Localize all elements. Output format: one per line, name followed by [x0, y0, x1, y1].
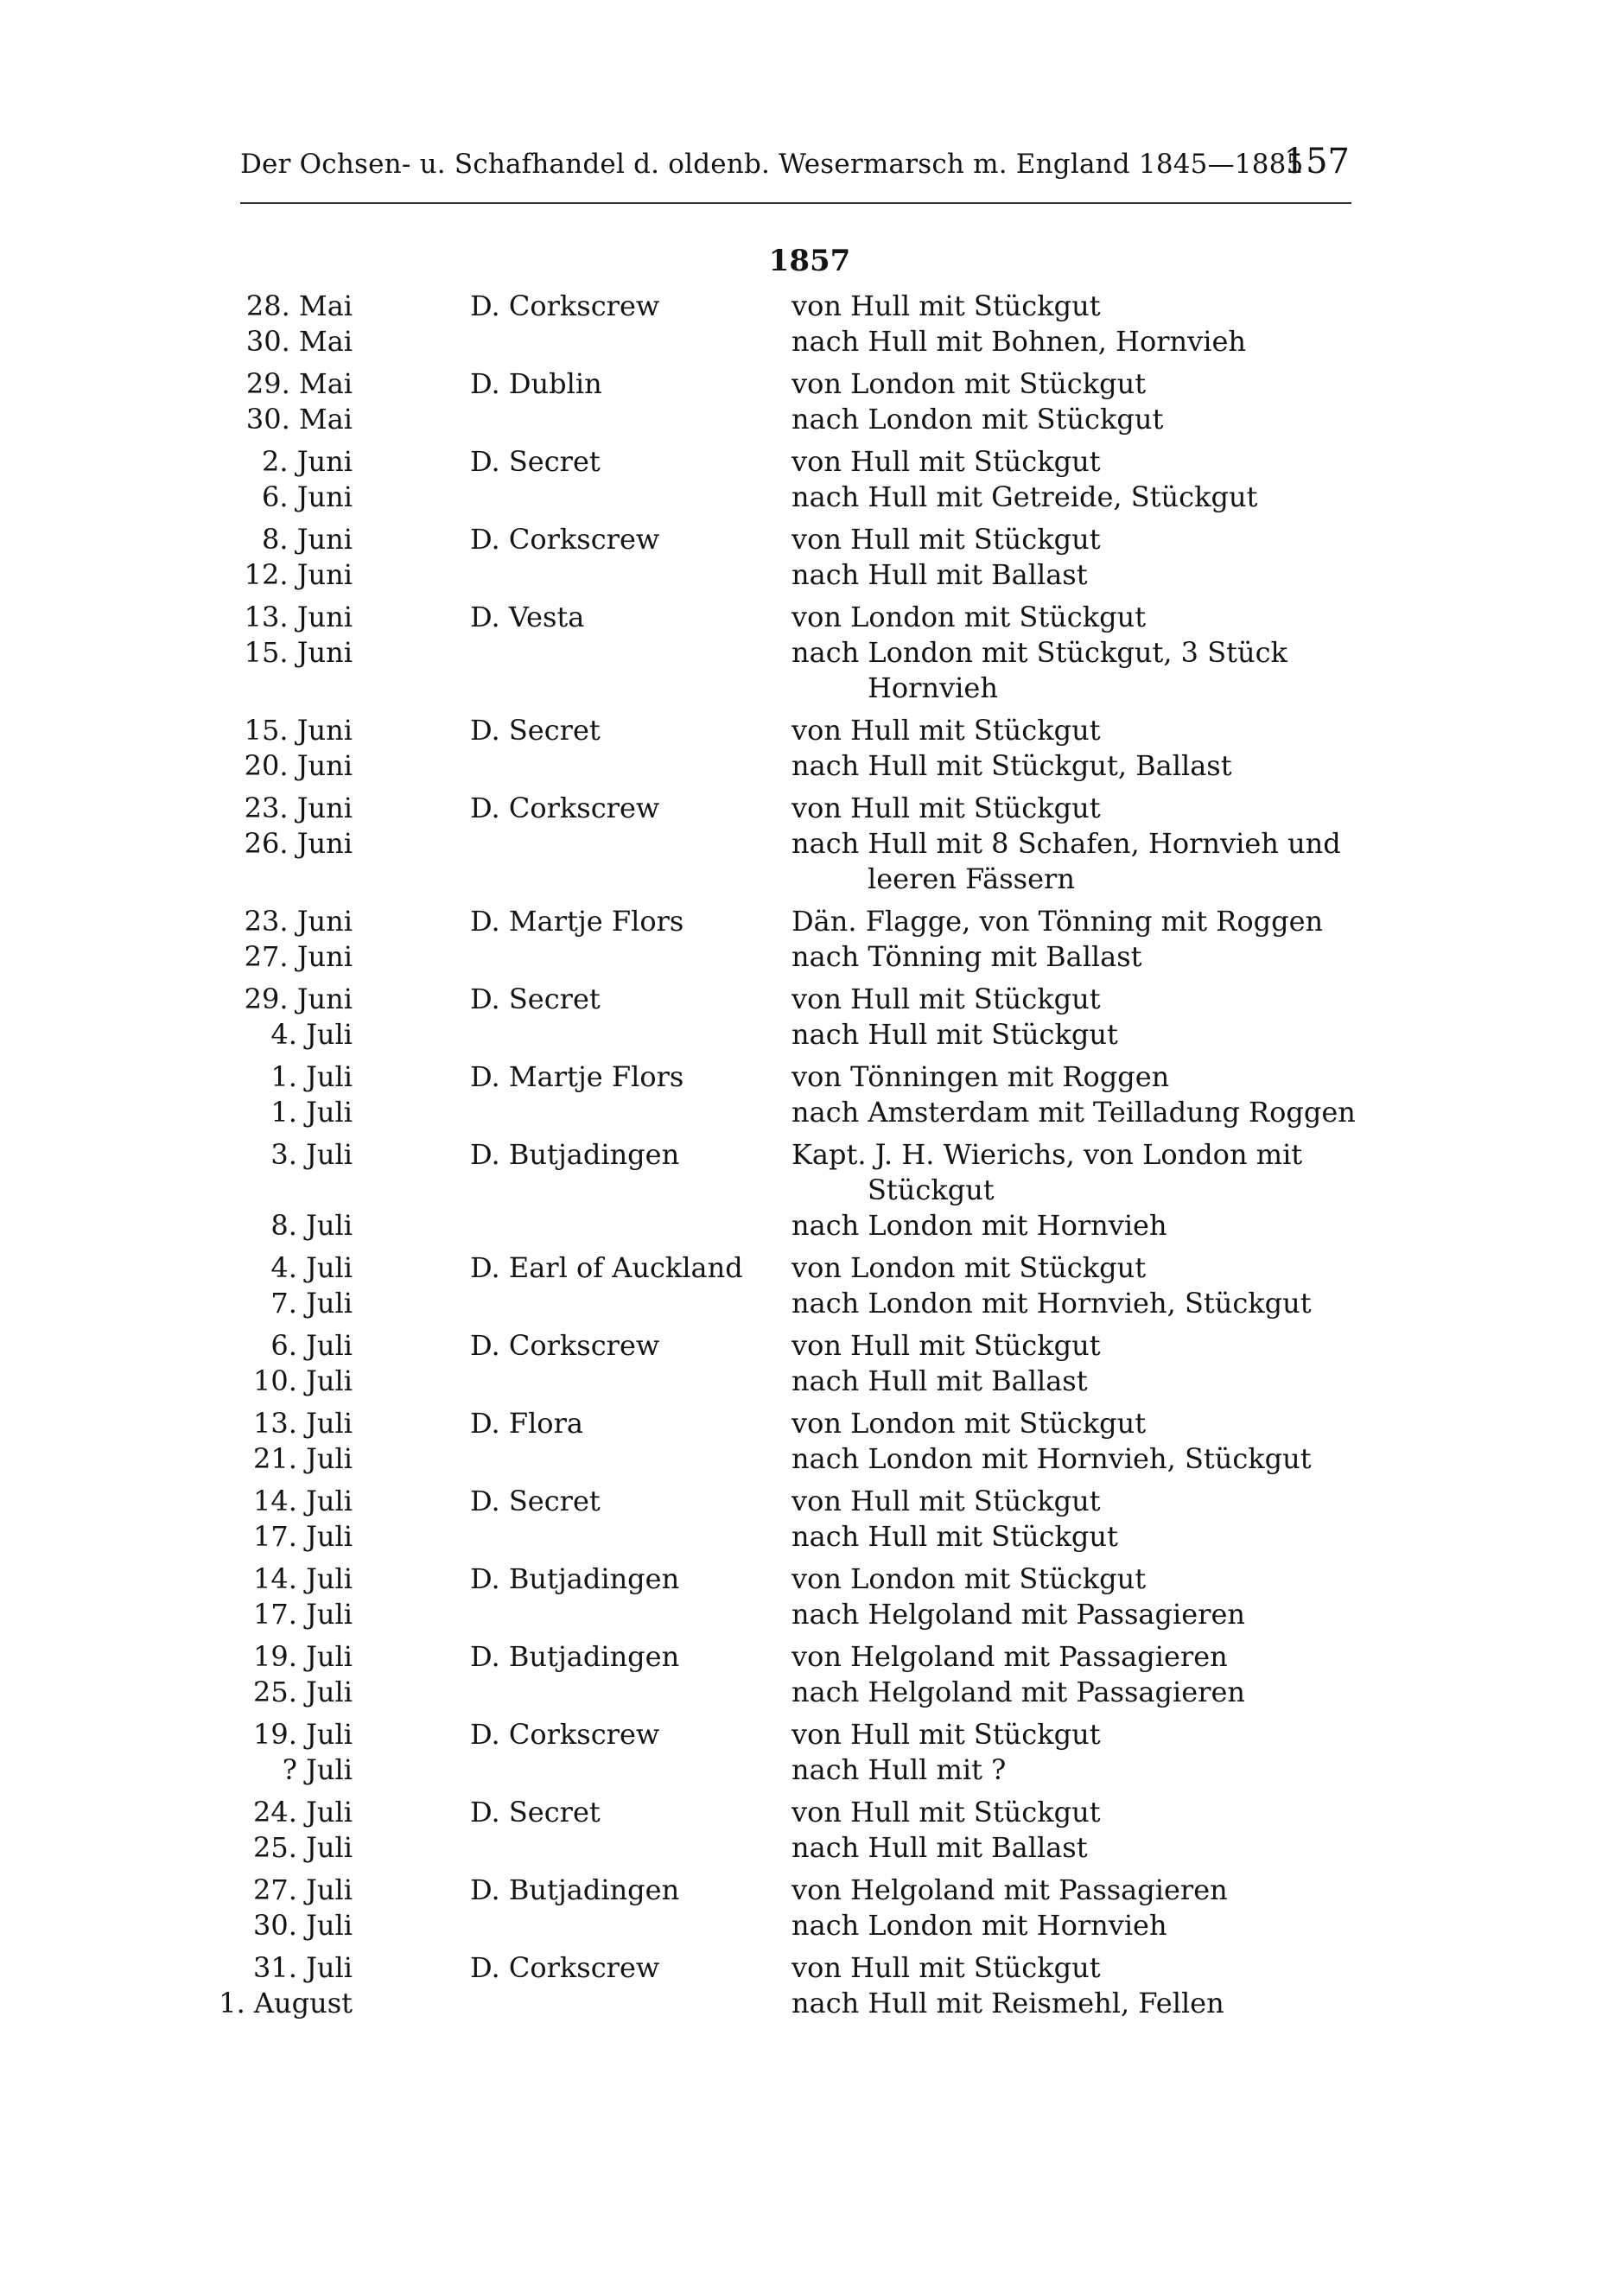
voyage-description: Hornvieh [868, 671, 998, 704]
ship-name: D. Corkscrew [470, 1718, 660, 1751]
voyage-description: von Helgoland mit Passagieren [791, 1873, 1228, 1906]
voyage-description: Stückgut [868, 1173, 995, 1206]
voyage-date: 13. Juli [253, 1407, 353, 1440]
voyage-description: von Hull mit Stückgut [791, 289, 1101, 322]
voyage-line [0, 324, 1602, 359]
voyage-description: von Hull mit Stückgut [791, 1485, 1101, 1517]
voyage-line [0, 289, 1602, 324]
voyage-date: 27. Juli [253, 1873, 353, 1906]
voyage-line [0, 671, 1602, 706]
voyage-line [0, 1250, 1602, 1286]
voyage-description: nach Hull mit Reismehl, Fellen [791, 1987, 1224, 2019]
voyage-description: von London mit Stückgut [791, 1251, 1147, 1284]
ship-name: D. Butjadingen [470, 1562, 680, 1595]
voyage-date: 2. Juni [262, 445, 353, 478]
voyage-line [0, 1717, 1602, 1752]
voyage-line [0, 826, 1602, 862]
ship-name: D. Corkscrew [470, 1329, 660, 1362]
voyage-entry [0, 1795, 1602, 1866]
voyage-date: 31. Juli [253, 1951, 353, 1984]
voyage-line [0, 1597, 1602, 1632]
ship-name: D. Butjadingen [470, 1873, 680, 1906]
ship-name: D. Earl of Auckland [470, 1251, 743, 1284]
voyage-line [0, 1752, 1602, 1788]
voyage-date: 23. Juni [244, 905, 353, 938]
voyage-line [0, 1830, 1602, 1866]
voyage-date: 26. Juni [244, 827, 353, 860]
voyage-description: von Hull mit Stückgut [791, 792, 1101, 824]
voyage-entry [0, 1059, 1602, 1130]
ship-name: D. Corkscrew [470, 289, 660, 322]
voyage-entry [0, 904, 1602, 975]
voyage-date: 6. Juni [262, 480, 353, 513]
voyage-date: 17. Juli [253, 1520, 353, 1553]
ship-name: D. Secret [470, 445, 601, 478]
voyage-date: ? Juli [282, 1753, 353, 1786]
ship-name: D. Butjadingen [470, 1138, 680, 1171]
voyage-line [0, 1675, 1602, 1710]
voyage-description: nach Helgoland mit Passagieren [791, 1676, 1245, 1708]
voyage-date: 12. Juni [244, 558, 353, 591]
voyage-date: 21. Juli [253, 1442, 353, 1475]
voyage-description: nach Hull mit Stückgut [791, 1520, 1118, 1553]
ship-name: D. Secret [470, 1485, 601, 1517]
voyage-date: 6. Juli [270, 1329, 353, 1362]
voyage-line [0, 1873, 1602, 1908]
voyage-date: 25. Juli [253, 1831, 353, 1864]
voyage-description: nach Hull mit Ballast [791, 558, 1088, 591]
voyage-entry [0, 444, 1602, 515]
voyage-description: nach London mit Hornvieh [791, 1209, 1167, 1242]
voyage-line [0, 1561, 1602, 1597]
voyage-line [0, 402, 1602, 437]
voyage-date: 14. Juli [253, 1562, 353, 1595]
voyage-description: von Hull mit Stückgut [791, 1718, 1101, 1751]
voyage-line [0, 1137, 1602, 1173]
voyage-description: leeren Fässern [868, 862, 1075, 895]
voyage-description: Dän. Flagge, von Tönning mit Roggen [791, 905, 1324, 938]
voyage-description: von Hull mit Stückgut [791, 1796, 1101, 1829]
voyage-date: 17. Juli [253, 1598, 353, 1631]
voyage-entry [0, 1328, 1602, 1399]
voyage-line [0, 1484, 1602, 1519]
voyage-description: von London mit Stückgut [791, 367, 1147, 400]
voyage-date: 27. Juni [244, 940, 353, 973]
voyage-line [0, 748, 1602, 784]
page-number: 157 [1283, 142, 1350, 181]
voyage-entry [0, 982, 1602, 1053]
voyage-line [0, 982, 1602, 1017]
voyage-description: von Hull mit Stückgut [791, 714, 1101, 747]
voyage-line [0, 713, 1602, 748]
voyage-description: nach Hull mit ? [791, 1753, 1007, 1786]
ship-name: D. Corkscrew [470, 792, 660, 824]
voyage-line [0, 1986, 1602, 2021]
voyage-description: von London mit Stückgut [791, 601, 1147, 633]
voyage-description: nach Tönning mit Ballast [791, 940, 1142, 973]
voyage-line [0, 522, 1602, 557]
voyage-entry [0, 1873, 1602, 1943]
voyage-line [0, 1639, 1602, 1675]
voyage-date: 29. Mai [245, 367, 353, 400]
voyage-description: von Hull mit Stückgut [791, 445, 1101, 478]
voyage-entry [0, 1717, 1602, 1788]
voyage-description: nach Hull mit Getreide, Stückgut [791, 480, 1258, 513]
voyage-entry [0, 713, 1602, 784]
voyage-line [0, 1950, 1602, 1986]
ship-name: D. Martje Flors [470, 1060, 684, 1093]
voyage-date: 28. Mai [245, 289, 353, 322]
ship-name: D. Dublin [470, 367, 602, 400]
voyage-line [0, 480, 1602, 515]
voyage-description: nach Hull mit Ballast [791, 1831, 1088, 1864]
voyage-date: 30. Juli [253, 1909, 353, 1942]
voyage-line [0, 862, 1602, 897]
voyage-description: von Hull mit Stückgut [791, 523, 1101, 556]
voyage-date: 15. Juni [244, 714, 353, 747]
voyage-entry [0, 366, 1602, 437]
voyage-description: nach Helgoland mit Passagieren [791, 1598, 1245, 1631]
voyage-date: 25. Juli [253, 1676, 353, 1708]
voyage-date: 30. Mai [245, 403, 353, 436]
ship-name: D. Corkscrew [470, 1951, 660, 1984]
voyage-entry [0, 1406, 1602, 1477]
voyage-date: 10. Juli [253, 1364, 353, 1397]
voyage-line [0, 600, 1602, 635]
year-heading: 1857 [768, 244, 851, 278]
voyage-description: nach London mit Stückgut [791, 403, 1164, 436]
voyage-description: nach London mit Hornvieh, Stückgut [791, 1287, 1312, 1320]
voyage-description: nach Hull mit Ballast [791, 1364, 1088, 1397]
voyage-date: 8. Juli [270, 1209, 353, 1242]
voyage-line [0, 1208, 1602, 1243]
voyage-date: 4. Juli [270, 1018, 353, 1051]
voyage-entry [0, 1639, 1602, 1710]
voyage-description: nach Hull mit 8 Schafen, Hornvieh und [791, 827, 1341, 860]
voyage-date: 14. Juli [253, 1485, 353, 1517]
voyage-description: von Hull mit Stückgut [791, 983, 1101, 1015]
ship-name: D. Flora [470, 1407, 583, 1440]
voyage-date: 1. Juli [270, 1060, 353, 1093]
voyage-description: nach Hull mit Bohnen, Hornvieh [791, 325, 1246, 358]
voyage-entry [0, 791, 1602, 897]
voyage-date: 15. Juni [244, 636, 353, 669]
voyage-description: nach Hull mit Stückgut, Ballast [791, 749, 1232, 782]
ship-name: D. Secret [470, 983, 601, 1015]
header-rule [240, 202, 1351, 204]
running-header [240, 137, 1355, 197]
voyage-line [0, 1795, 1602, 1830]
voyage-date: 8. Juni [262, 523, 353, 556]
voyage-entry [0, 1561, 1602, 1632]
voyage-line [0, 1908, 1602, 1943]
voyage-line [0, 939, 1602, 975]
voyage-description: nach Hull mit Stückgut [791, 1018, 1118, 1051]
voyage-entry [0, 522, 1602, 593]
ship-name: D. Vesta [470, 601, 585, 633]
voyage-date: 3. Juli [270, 1138, 353, 1171]
voyage-date: 20. Juni [244, 749, 353, 782]
ship-name: D. Secret [470, 1796, 601, 1829]
voyage-description: von London mit Stückgut [791, 1407, 1147, 1440]
voyage-entry [0, 1484, 1602, 1555]
voyage-date: 1. Juli [270, 1096, 353, 1129]
voyage-date: 30. Mai [245, 325, 353, 358]
running-header-title: Der Ochsen- u. Schafhandel d. oldenb. Wesermarsch m. England 1845—1885 [240, 149, 1304, 180]
voyage-entry [0, 289, 1602, 359]
ship-name: D. Secret [470, 714, 601, 747]
voyage-description: von London mit Stückgut [791, 1562, 1147, 1595]
voyage-line [0, 1173, 1602, 1208]
voyage-description: von Tönningen mit Roggen [791, 1060, 1170, 1093]
voyage-date: 23. Juni [244, 792, 353, 824]
voyage-line [0, 1095, 1602, 1130]
voyage-date: 29. Juni [244, 983, 353, 1015]
voyage-table [0, 289, 1602, 2028]
voyage-date: 1. August [219, 1987, 353, 2019]
voyage-description: von Hull mit Stückgut [791, 1329, 1101, 1362]
voyage-line [0, 1406, 1602, 1441]
voyage-line [0, 444, 1602, 480]
voyage-date: 19. Juli [253, 1640, 353, 1673]
voyage-description: nach London mit Stückgut, 3 Stück [791, 636, 1287, 669]
voyage-line [0, 1364, 1602, 1399]
voyage-entry [0, 1950, 1602, 2021]
ship-name: D. Corkscrew [470, 523, 660, 556]
voyage-line [0, 791, 1602, 826]
voyage-line [0, 635, 1602, 671]
voyage-line [0, 1059, 1602, 1095]
voyage-entry [0, 600, 1602, 706]
voyage-line [0, 1441, 1602, 1477]
voyage-line [0, 557, 1602, 593]
voyage-date: 19. Juli [253, 1718, 353, 1751]
voyage-entry [0, 1137, 1602, 1243]
ship-name: D. Butjadingen [470, 1640, 680, 1673]
voyage-description: von Hull mit Stückgut [791, 1951, 1101, 1984]
voyage-description: nach London mit Hornvieh [791, 1909, 1167, 1942]
voyage-date: 7. Juli [270, 1287, 353, 1320]
voyage-line [0, 1328, 1602, 1364]
voyage-description: nach Amsterdam mit Teilladung Roggen [791, 1096, 1356, 1129]
voyage-line [0, 1519, 1602, 1555]
voyage-description: von Helgoland mit Passagieren [791, 1640, 1228, 1673]
voyage-line [0, 1286, 1602, 1321]
voyage-date: 4. Juli [270, 1251, 353, 1284]
voyage-line [0, 366, 1602, 402]
voyage-date: 24. Juli [253, 1796, 353, 1829]
voyage-line [0, 904, 1602, 939]
voyage-entry [0, 1250, 1602, 1321]
ship-name: D. Martje Flors [470, 905, 684, 938]
voyage-description: Kapt. J. H. Wierichs, von London mit [791, 1138, 1303, 1171]
voyage-date: 13. Juni [244, 601, 353, 633]
voyage-line [0, 1017, 1602, 1053]
voyage-description: nach London mit Hornvieh, Stückgut [791, 1442, 1312, 1475]
